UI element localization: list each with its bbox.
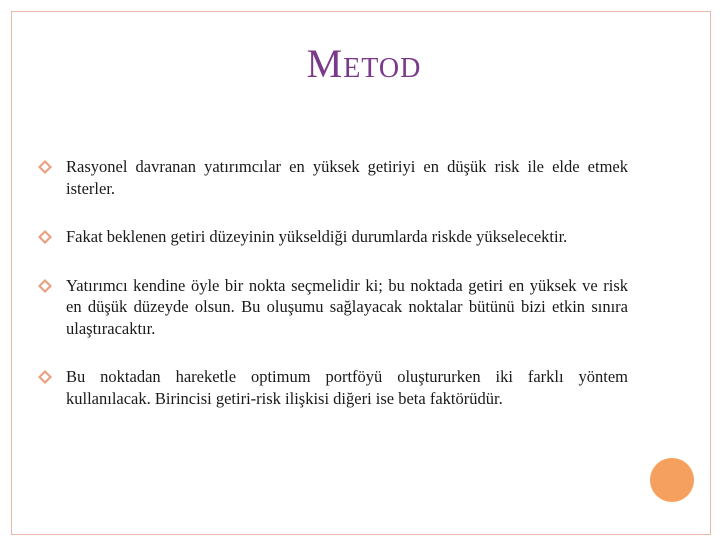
slide-title: Metod [306,41,422,86]
bullet-list [38,156,628,436]
bullet-text: Yatırımcı kendine öyle bir nokta seçmelidir ki; bu noktada getiri en yüksek ve risk en düşük düzeyde olsun. Bu oluşumu sağlayacak noktalar bütünü bizi etkin sınıra ulaştıracaktır. [66,275,628,338]
diamond-bullet-icon [38,370,52,384]
bullet-item [38,226,628,248]
bullet-item [38,366,628,409]
diamond-bullet-icon [38,279,52,293]
bullet-item [38,275,628,340]
bullet-text: Rasyonel davranan yatırımcılar en yüksek getiriyi en düşük risk ile elde etmek isterler. [66,157,628,198]
bullet-text: Bu noktadan hareketle optimum portföyü oluştururken iki farklı yöntem kullanılacak. Birincisi getiri-risk ilişkisi diğeri ise beta faktörüdür. [66,367,628,408]
accent-circle [650,458,694,502]
bullet-item [38,156,628,199]
diamond-bullet-icon [38,160,52,174]
diamond-bullet-icon [38,230,52,244]
bullet-text: Fakat beklenen getiri düzeyinin yükseldiği durumlarda riskde yükselecektir. [66,227,568,246]
